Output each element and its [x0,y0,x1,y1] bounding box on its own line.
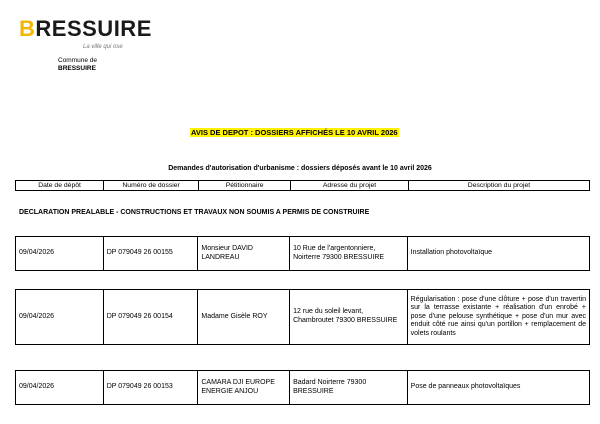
table-row [15,370,590,405]
cell-numero: DP 079049 26 00153 [104,371,199,404]
logo-tagline: La ville qui ose [83,44,123,50]
cell-description: Pose de panneaux photovoltaïques [410,383,521,391]
commune-line1: Commune de [58,57,98,64]
notice-title: AVIS DE DEPOT : DOSSIERS AFFICHÉS LE 10 AVRIL 2026 [191,128,398,137]
cell-petitionnaire: Monsieur DAVID LANDREAU [198,237,290,270]
cell-description: Régularisation : pose d'une clôture + pose d'un travertin sur la terrasse existante + réalisation d'un enrobé + pose d'une pelouse synthétique + pose d'un mur avec enduit côté rue ainsi qu'un portillon + remplacement de volets roulants [410,295,586,337]
logo-initial: B [19,16,36,41]
column-header-petitionnaire: Pétitionnaire [199,181,291,190]
table-row [15,289,590,345]
cell-adresse: 10 Rue de l'argentonniere, Noirterre 79300 BRESSUIRE [290,237,408,270]
cell-date: 09/04/2026 [16,237,104,270]
table-header [15,180,590,191]
cell-adresse: 12 rue du soleil levant, Chambroutet 79300 BRESSUIRE [290,290,408,344]
cell-date: 09/04/2026 [16,290,104,344]
cell-adresse: Badard Noirterre 79300 BRESSUIRE [290,371,408,404]
cell-description: Installation photovoltaïque [410,249,492,257]
column-header-adresse: Adresse du projet [291,181,409,190]
commune-line2: BRESSUIRE [58,65,96,72]
notice-subtitle: Demandes d'autorisation d'urbanisme : dossiers déposés avant le 10 avril 2026 [168,165,432,172]
logo-rest: RESSUIRE [35,16,152,41]
column-header-numero: Numéro de dossier [104,181,199,190]
commune-label [58,57,97,73]
bressuire-logo [19,16,152,58]
column-header-date: Date de dépôt [16,181,104,190]
section-title: DECLARATION PREALABLE - CONSTRUCTIONS ET TRAVAUX NON SOUMIS A PERMIS DE CONSTRUIRE [19,209,370,216]
table-row [15,236,590,271]
cell-numero: DP 079049 26 00155 [104,237,199,270]
cell-petitionnaire: Madame Gisèle ROY [198,290,290,344]
column-header-description: Description du projet [467,182,531,189]
cell-petitionnaire: CAMARA DJI EUROPE ENERGIE ANJOU [198,371,290,404]
cell-date: 09/04/2026 [16,371,104,404]
cell-numero: DP 079049 26 00154 [104,290,199,344]
logo-wordmark [19,16,152,42]
